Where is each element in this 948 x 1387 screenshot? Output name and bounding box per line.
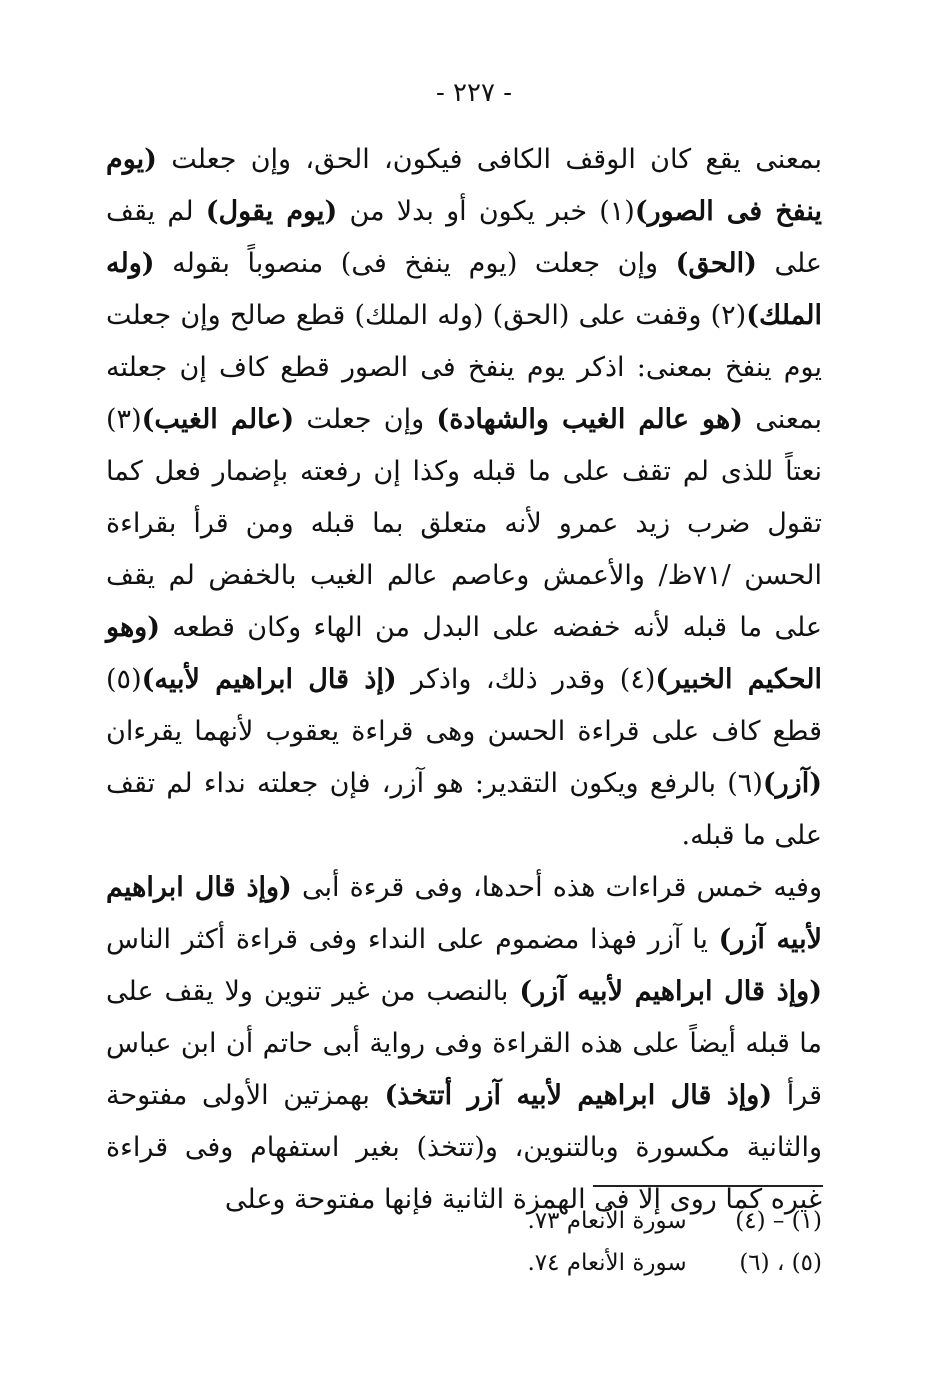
text-segment: يا آزر فهذا مضموم على النداء وفى قراءة أكثر الناس bbox=[106, 924, 719, 955]
text-segment: وإن جعلت (يوم ينفخ فى) منصوباً بقوله bbox=[154, 248, 676, 279]
quran-quote: (وإذ قال ابراهيم لأبيه آزر أتتخذ) bbox=[384, 1080, 773, 1111]
quran-quote: (الحق) bbox=[675, 248, 757, 279]
quran-quote: (يوم يقول) bbox=[205, 196, 338, 227]
quran-quote: (وإذ قال ابراهيم لأبيه آزر) bbox=[106, 872, 822, 955]
text-segment: (٥) قطع كاف على قراءة الحسن وهى قراءة يعقوب لأنهما يقرءان bbox=[106, 664, 822, 747]
footnote-ref: (١) – (٤) bbox=[735, 1208, 822, 1234]
text-segment: (٣) نعتاً للذى لم تقف على ما قبله وكذا إن رفعته بإضمار فعل كما تقول ضرب زيد عمرو لأنه متعلق بما قبله ومن قرأ بقراءة الحسن /٧١ظ/ والأعمش وعاصم عالم الغيب بالخفض لم يقف على ما قبله لأنه خفضه على البدل من الهاء وكان قطعه bbox=[106, 404, 822, 643]
quran-quote: (وله الملك) bbox=[106, 248, 822, 331]
footnote-text: سورة الأنعام ٧٤. bbox=[527, 1250, 687, 1276]
quran-quote: (يوم ينفخ فى الصور) bbox=[106, 144, 822, 227]
main-text bbox=[106, 134, 822, 1226]
quran-quote: (إذ قال ابراهيم لأبيه) bbox=[141, 664, 397, 695]
quran-quote: (عالم الغيب) bbox=[141, 404, 295, 435]
text-segment: لم يقف على bbox=[106, 196, 823, 279]
quran-quote: (وإذ قال ابراهيم لأبيه آزر) bbox=[519, 976, 822, 1007]
text-segment: (١) خبر يكون أو بدلا من bbox=[337, 196, 635, 227]
text-segment: وإن جعلت bbox=[294, 404, 437, 435]
footnote bbox=[400, 1200, 822, 1242]
text-segment: (٤) وقدر ذلك، واذكر bbox=[396, 664, 656, 695]
footnote bbox=[400, 1242, 822, 1284]
text-segment: (٢) وقفت على (الحق) (وله الملك) قطع صالح وإن جعلت يوم ينفخ بمعنى: اذكر يوم ينفخ فى الصور قطع كاف إن جعلته بمعنى bbox=[106, 300, 823, 435]
quran-quote: (هو عالم الغيب والشهادة) bbox=[436, 404, 743, 435]
text-segment: بالنصب من غير تنوين ولا يقف على ما قبله أيضاً على هذه القراءة وفى رواية أبى حاتم أن ابن عباس قرأ bbox=[106, 976, 823, 1111]
footnote-text: سورة الأنعام ٧٣. bbox=[527, 1208, 687, 1234]
footnote-ref: (٥) ، (٦) bbox=[739, 1250, 822, 1276]
text-segment: بهمزتين الأولى مفتوحة والثانية مكسورة وبالتنوين، و(تتخذ) بغير استفهام وفى قراءة غيره كما روى إلا فى الهمزة الثانية فإنها مفتوحة وعلى bbox=[106, 1080, 822, 1215]
text-segment: (٦) بالرفع ويكون التقدير: هو آزر، فإن جعلته نداء لم تقف على ما قبله. bbox=[106, 768, 822, 851]
quran-quote: (وهو الحكيم الخبير) bbox=[106, 612, 822, 695]
paragraph bbox=[106, 862, 822, 1226]
text-segment: وفيه خمس قراءات هذه أحدها، وفى قرءة أبى bbox=[291, 872, 822, 903]
footnote-divider bbox=[593, 1185, 823, 1187]
quran-quote: (آزر) bbox=[762, 768, 822, 799]
page-number: - ٢٢٧ - bbox=[435, 78, 513, 108]
paragraph bbox=[106, 134, 822, 862]
footnotes bbox=[400, 1200, 822, 1284]
text-segment: بمعنى يقع كان الوقف الكافى فيكون، الحق، وإن جعلت bbox=[156, 144, 822, 175]
